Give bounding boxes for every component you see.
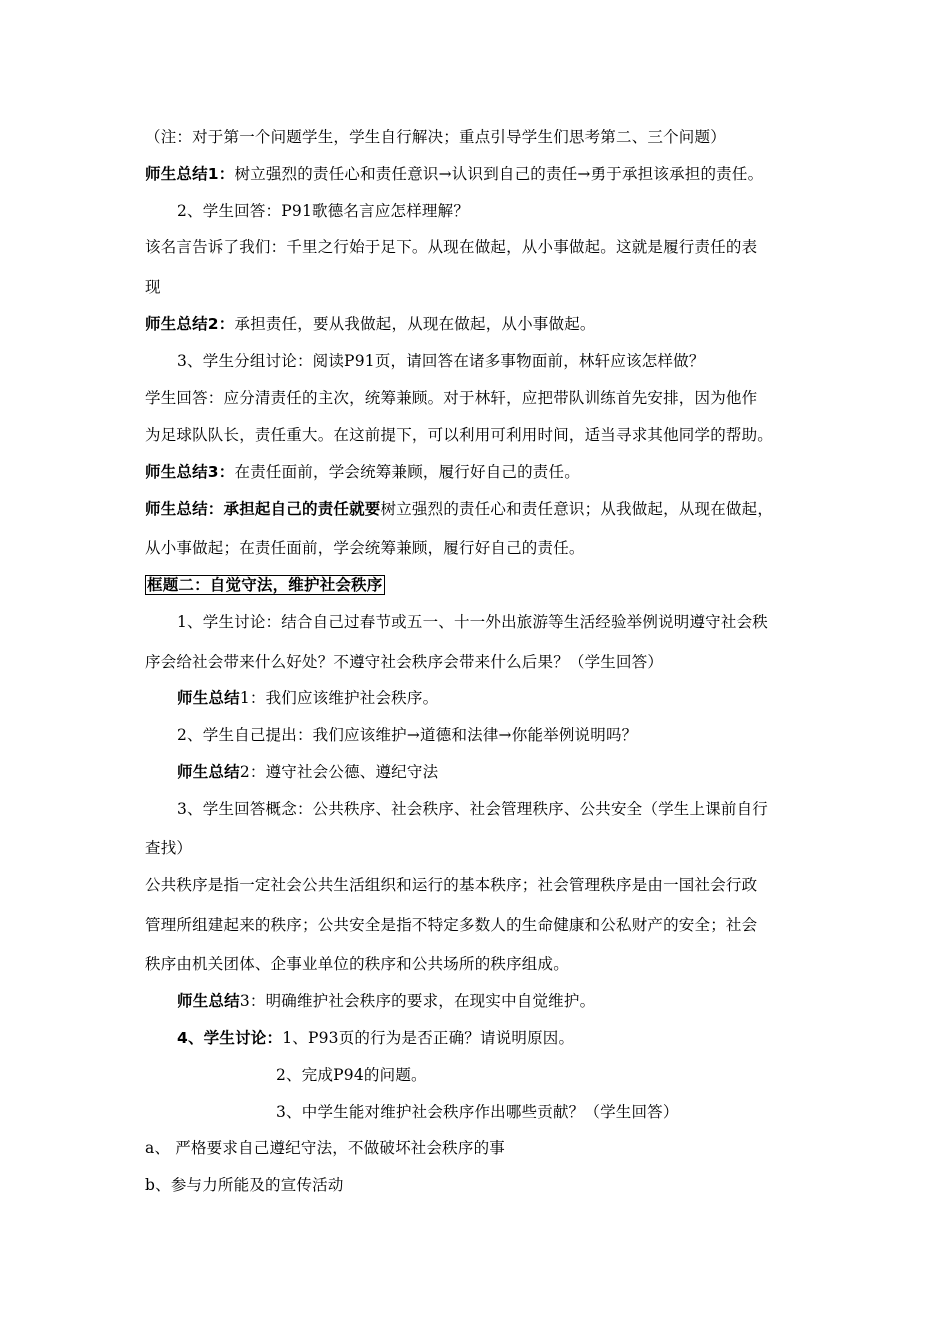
answer-3-line-2: 为足球队队长，责任重大。在这前提下，可以利用可利用时间，适当寻求其他同学的帮助。: [145, 426, 774, 444]
definitions-line-2: 管理所组建起来的秩序；公共安全是指不特定多数人的生命健康和公私财产的安全；社会: [145, 916, 758, 934]
section-heading: 框题二：自觉守法，维护社会秩序: [147, 576, 383, 594]
discussion-1-line-2: 序会给社会带来什么好处？不遵守社会秩序会带来什么后果？（学生回答）: [145, 653, 664, 671]
summary-3: 师生总结3：在责任面前，学会统筹兼顾，履行好自己的责任。: [145, 463, 580, 481]
summary-overall-line-1: 师生总结：承担起自己的责任就要树立强烈的责任心和责任意识；从我做起，从现在做起，: [145, 500, 774, 518]
note-line: （注：对于第一个问题学生，学生自行解决；重点引导学生们思考第二、三个问题）: [145, 128, 726, 146]
answer-item-b: b、参与力所能及的宣传活动: [145, 1176, 344, 1194]
discussion-1-line-1: 1、学生讨论：结合自己过春节或五一、十一外出旅游等生活经验举例说明遵守社会秩: [177, 613, 768, 631]
summary-b-3: 师生总结3：明确维护社会秩序的要求，在现实中自觉维护。: [177, 992, 596, 1010]
summary-1: 师生总结1：树立强烈的责任心和责任意识→认识到自己的责任→勇于承担该承担的责任。: [145, 165, 764, 183]
summary-label: 师生总结: [177, 992, 240, 1010]
answer-item-a: a、 严格要求自己遵纪守法，不做破坏社会秩序的事: [145, 1139, 505, 1157]
question-3: 3、学生分组讨论：阅读P91页，请回答在诸多事物面前，林轩应该怎样做？: [177, 352, 705, 370]
answer-2-line-2: 现: [145, 278, 161, 296]
discussion-3-line-1: 3、学生回答概念：公共秩序、社会秩序、社会管理秩序、公共安全（学生上课前自行: [177, 800, 768, 818]
discussion-2: 2、学生自己提出：我们应该维护→道德和法律→你能举例说明吗？: [177, 726, 638, 744]
answer-2-line-1: 该名言告诉了我们：千里之行始于足下。从现在做起，从小事做起。这就是履行责任的表: [145, 238, 758, 256]
discussion-4-item-2: 2、完成P94的问题。: [276, 1066, 427, 1084]
definitions-line-3: 秩序由机关团体、企事业单位的秩序和公共场所的秩序组成。: [145, 955, 569, 973]
question-2: 2、学生回答：P91歌德名言应怎样理解？: [177, 202, 470, 220]
summary-overall-line-2: 从小事做起；在责任面前，学会统筹兼顾，履行好自己的责任。: [145, 539, 585, 557]
discussion-3-line-2: 查找）: [145, 839, 193, 857]
summary-label: 师生总结：承担起自己的责任就要: [145, 500, 381, 518]
summary-b-2: 师生总结2：遵守社会公德、遵纪守法: [177, 763, 439, 781]
discussion-4: 4、学生讨论：1、P93页的行为是否正确？请说明原因。: [177, 1029, 575, 1047]
definitions-line-1: 公共秩序是指一定社会公共生活组织和运行的基本秩序；社会管理秩序是由一国社会行政: [145, 876, 758, 894]
answer-3-line-1: 学生回答：应分清责任的主次，统筹兼顾。对于林轩，应把带队训练首先安排，因为他作: [145, 389, 758, 407]
summary-label: 师生总结: [177, 763, 240, 781]
discussion-label: 4、学生讨论：: [177, 1029, 283, 1047]
summary-label: 师生总结1：: [145, 165, 235, 183]
summary-b-1: 师生总结1：我们应该维护社会秩序。: [177, 689, 439, 707]
discussion-4-item-3: 3、中学生能对维护社会秩序作出哪些贡献？（学生回答）: [276, 1103, 679, 1121]
summary-label: 师生总结2：: [145, 315, 235, 333]
summary-2: 师生总结2：承担责任，要从我做起，从现在做起，从小事做起。: [145, 315, 596, 333]
summary-label: 师生总结3：: [145, 463, 235, 481]
summary-label: 师生总结: [177, 689, 240, 707]
